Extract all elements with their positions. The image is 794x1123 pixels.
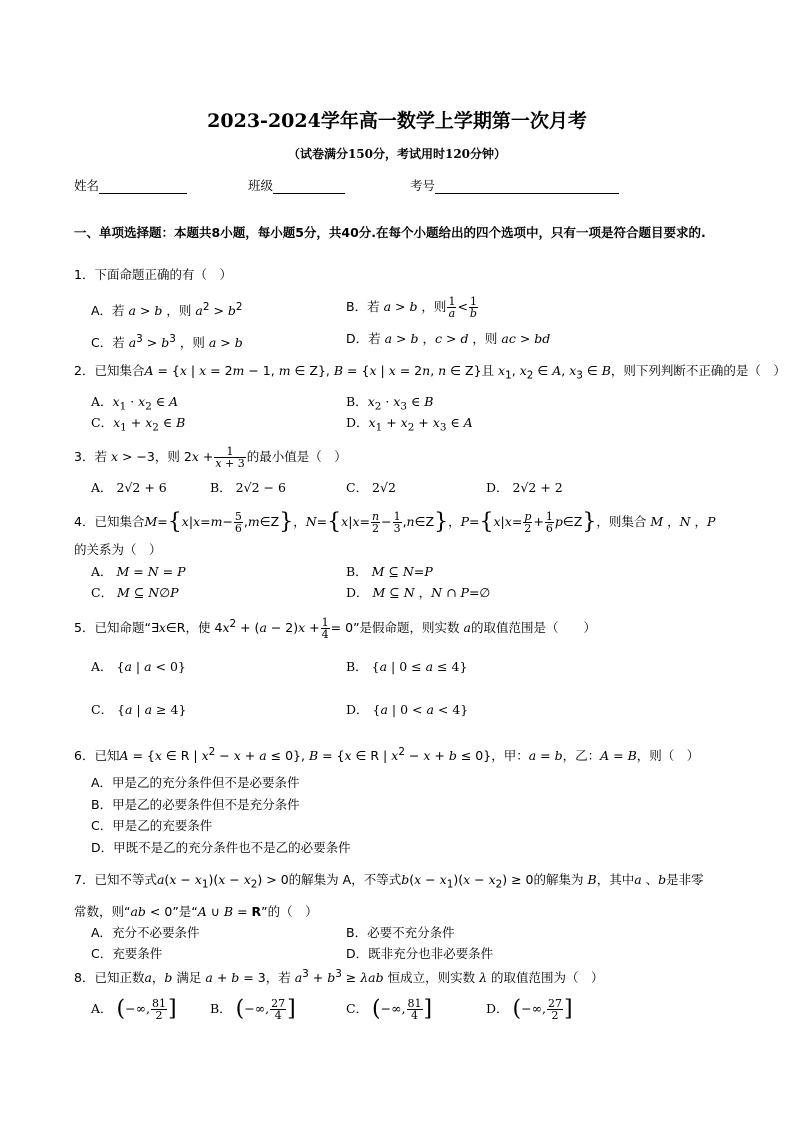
q1-option-a[interactable]: A．若 a > b ，则 $a^2 > b^2$ [91, 301, 243, 319]
q8-option-b[interactable]: B． (−∞, $\frac{27}{4}$ ] [210, 996, 296, 1022]
q7-prefix: 7．已知不等式 [74, 872, 157, 887]
q2-prefix: 2．已知集合 [74, 363, 145, 378]
question-2-stem: 2．已知集合A = {x | x = 2m − 1, m ∈ Z}, B = {x | x = 2n, n ∈ Z}且 $x_1$, $x_2$ ∈ A, $x_3$ ∈ B，则下列判断不正确的是（ ） [74, 363, 786, 382]
question-5-stem: 5．已知命题“∃x∈R，使 $4x^2 + (a - 2)x$ + $\frac{1}{4}$ = 0”是假命题，则实数 a的取值范围是（ ） [74, 616, 596, 642]
q6-option-b[interactable]: B．甲是乙的必要条件但不是充分条件 [91, 797, 300, 812]
question-8-stem: 8．已知正数a，b 满足 a + b = 3，若 $a^3 + b^3 \ge \lambda ab$ 恒成立，则实数 λ 的取值范围为（ ） [74, 968, 604, 986]
q8-mid: 满足 [176, 970, 202, 986]
q3-prefix: 3．若 [74, 449, 107, 464]
class-field[interactable] [248, 176, 345, 194]
q5-option-a[interactable]: A． {a | a < 0} [91, 659, 186, 674]
question-4-line2: 的关系为（ ） [74, 542, 162, 557]
q6-prefix: 6．已知 [74, 748, 120, 764]
q8-option-a[interactable]: A． (−∞, $\frac{81}{2}$ ] [91, 996, 177, 1022]
q2-option-d[interactable]: D．$x_1 + x_2 + x_3$ ∈ A [346, 415, 473, 434]
q1-option-d[interactable]: D．若 a > b ，c > d ，则 ac > bd [346, 331, 551, 346]
q8-prefix: 8．已知正数 [74, 970, 145, 986]
q6-yi: ，乙： [562, 748, 601, 764]
name-field[interactable] [74, 176, 187, 194]
question-1-stem: 1．下面命题正确的有（ ） [74, 267, 232, 282]
section-heading: 一、单项选择题：本题共8小题，每小题5分，共40分.在每个小题给出的四个选项中，只有一项是符合题目要求的. [74, 225, 706, 240]
q7-line2-mid: ”是“ [172, 904, 198, 919]
q1-a-prefix: A．若 [91, 303, 125, 319]
q1-d-prefix: D．若 [346, 331, 381, 346]
class-blank[interactable] [273, 180, 345, 194]
q6-option-d[interactable]: D．甲既不是乙的充分条件也不是乙的必要条件 [91, 840, 351, 855]
q3-mid: ，则 [154, 449, 180, 464]
q3-option-a[interactable]: A． 2√2 + 6 [91, 480, 167, 495]
name-label: 姓名 [74, 178, 100, 193]
q8-option-d[interactable]: D． (−∞, $\frac{27}{2}$ ] [486, 996, 573, 1022]
q8-option-c[interactable]: C． (−∞, $\frac{81}{4}$ ] [346, 996, 433, 1022]
q1-b-prefix: B．若 [346, 299, 380, 314]
q7-option-d[interactable]: D．既非充分也非必要条件 [346, 946, 494, 961]
q7-mid2: ，不等式 [351, 872, 402, 887]
q1-option-b[interactable]: B．若 a > b ，则 $\frac{1}{a}$ < $\frac{1}{b}$ [346, 295, 477, 320]
q5-suffix: ”是假命题，则实数 [353, 620, 460, 636]
q7-mid: 的解集为 [288, 872, 339, 887]
q7-option-a[interactable]: A．充分不必要条件 [91, 925, 200, 940]
question-6-stem: 6．已知A = {x ∈ R | $x^2 - x + a \le 0$}, B = {x ∈ R | $x^2 - x + b \le 0$}，甲：a = b，乙：A = B，则（ ） [74, 746, 700, 764]
question-4-stem: 4．已知集合M={x|x=m− $\frac{5}{6}$ ,m∈Z}，N={x|x= $\frac{n}{2}$ − $\frac{1}{3}$ ,n∈Z}，P={x|x= $\frac{p}{2}$ + $\frac{1}{6}$ p∈Z}，则集合 M ，N ，P [74, 509, 716, 535]
q4-option-a[interactable]: A． M = N = P [91, 564, 186, 579]
q4-prefix: 4．已知集合 [74, 514, 145, 529]
q2-suffix: ，则下列判断不正确的是（ ） [610, 363, 786, 378]
q2-option-c[interactable]: C．$x_1 + x_2$ ∈ B [91, 415, 186, 434]
q8-mid2: ，若 [265, 970, 291, 986]
exam-no-blank[interactable] [435, 180, 619, 194]
q6-option-c[interactable]: C．甲是乙的充要条件 [91, 818, 213, 833]
q7-line2-prefix: 常数，则“ [74, 904, 131, 919]
q7-option-b[interactable]: B．必要不充分条件 [346, 925, 455, 940]
page-subtitle: （试卷满分150分，考试用时120分钟） [287, 147, 507, 161]
q4-option-d[interactable]: D． M ⊆ N ，N ∩ P=∅ [346, 585, 491, 600]
q6-end: ，则（ ） [636, 748, 700, 764]
exam-no-field[interactable] [410, 176, 619, 194]
q5-end: 的取值范围是（ ） [470, 620, 596, 636]
q5-option-b[interactable]: B． {a | 0 ≤ a ≤ 4} [346, 659, 468, 674]
q3-option-d[interactable]: D． 2√2 + 2 [486, 480, 563, 495]
page-title: 2023-2024学年高一数学上学期第一次月考 [207, 110, 587, 132]
q3-option-b[interactable]: B． 2√2 − 6 [210, 480, 286, 495]
question-7-line2: 常数，则“ab < 0”是“A ∪ B = R”的（ ） [74, 904, 318, 919]
q5-mid: ，使 [185, 620, 211, 636]
exam-no-label: 考号 [410, 178, 436, 193]
q8-end: 的取值范围为（ ） [491, 970, 604, 986]
q4-option-b[interactable]: B． M ⊆ N=P [346, 564, 433, 579]
class-label: 班级 [248, 178, 274, 193]
q7-mid3: 的解集为 [533, 872, 584, 887]
q3-suffix: 的最小值是（ ） [246, 449, 347, 464]
q2-option-b[interactable]: B．$x_2 \cdot x_3$ ∈ B [346, 394, 434, 413]
q2-option-a[interactable]: A．$x_1 \cdot x_2$ ∈ A [91, 394, 179, 413]
q7-line2-end: ”的（ ） [261, 904, 318, 919]
q8-mid3: 恒成立，则实数 [387, 970, 476, 986]
q7-end: 是非零 [666, 872, 704, 887]
q1-c-prefix: C．若 [91, 335, 125, 351]
q1-option-c[interactable]: C．若 $a^3 > b^3$ ，则 a > b [91, 333, 243, 351]
question-7-stem: 7．已知不等式$a(x - x_1)(x - x_2) > 0$的解集为 A，不等式$b(x - x_1)(x - x_2) \ge 0$的解集为 B，其中a 、b是非零 [74, 872, 704, 891]
q7-mid4: ，其中 [596, 872, 635, 887]
q3-option-c[interactable]: C． 2√2 [346, 480, 396, 495]
q6-suffix: ，甲： [491, 748, 529, 764]
q5-option-c[interactable]: C． {a | a ≥ 4} [91, 702, 187, 717]
q6-option-a[interactable]: A．甲是乙的充分条件但不是必要条件 [91, 775, 300, 790]
name-blank[interactable] [99, 180, 187, 194]
q7-option-c[interactable]: C．充要条件 [91, 946, 163, 961]
q4-suffix: ，则集合 [596, 514, 647, 529]
q5-prefix: 5．已知命题“ [74, 620, 151, 636]
q4-option-c[interactable]: C． M ⊆ N∅P [91, 585, 179, 600]
q5-option-d[interactable]: D． {a | 0 < a < 4} [346, 702, 469, 717]
question-3-stem: 3．若 x > −3，则 2x + $\frac{1}{x + 3}$ 的最小值是（ ） [74, 445, 347, 470]
